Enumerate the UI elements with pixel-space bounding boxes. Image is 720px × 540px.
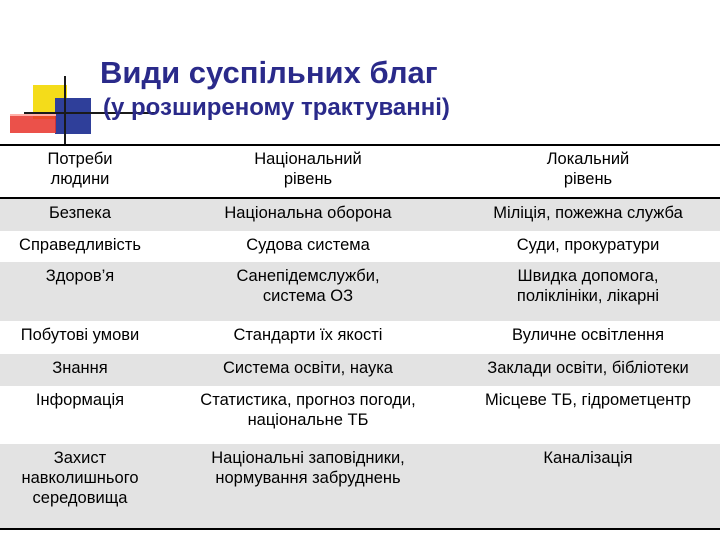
cell-national: Стандарти їх якості (233, 326, 383, 344)
cell-need: Захист навколишнього середовища (21, 449, 139, 507)
cell-local: Вуличне освітлення (511, 326, 665, 344)
cell-need: Знання (52, 359, 108, 377)
cell-national: Статистика, прогноз погоди, національне ТБ (200, 391, 416, 429)
table-row (0, 444, 720, 528)
title-block (100, 54, 450, 123)
page-subtitle: (у розширеному трактуванні) (103, 94, 450, 121)
cell-local: Міліція, пожежна служба (493, 204, 683, 222)
cell-local: Швидка допомога, поліклініки, лікарні (516, 267, 660, 305)
header-local: Локальний рівень (546, 150, 630, 188)
cell-national: Система освіти, наука (223, 359, 393, 377)
table-row (0, 262, 720, 321)
cell-need: Здоров’я (45, 267, 115, 285)
table-row (0, 199, 720, 231)
cell-need: Справедливість (19, 236, 141, 254)
decor-vertical-line (64, 76, 66, 144)
page-title: Види суспільних благ (100, 55, 438, 90)
cell-national: Санепідемслужби, система ОЗ (236, 267, 380, 305)
cell-need: Побутові умови (20, 326, 140, 344)
table-row (0, 321, 720, 354)
table-header-row (0, 146, 720, 197)
cell-local: Каналізація (543, 449, 633, 467)
table-row (0, 354, 720, 386)
cell-national: Національні заповідники, нормування забруднень (211, 449, 405, 487)
cell-local: Місцеве ТБ, гідрометцентр (484, 391, 691, 409)
public-goods-table (0, 144, 720, 530)
cell-need: Безпека (48, 204, 112, 222)
cell-national: Судова система (246, 236, 370, 254)
cell-local: Заклади освіти, бібліотеки (487, 359, 689, 377)
cell-local: Суди, прокуратури (516, 236, 660, 254)
cell-national: Національна оборона (224, 204, 392, 222)
decor-red-bar (10, 114, 56, 133)
cell-need: Інформація (35, 391, 125, 409)
decor-blue-square (55, 98, 91, 134)
decor-red-line (10, 114, 56, 116)
table-bottom-rule (0, 528, 720, 530)
table-row (0, 231, 720, 262)
table-row (0, 386, 720, 444)
header-needs: Потреби людини (47, 150, 113, 188)
header-national: Національний рівень (254, 150, 362, 188)
